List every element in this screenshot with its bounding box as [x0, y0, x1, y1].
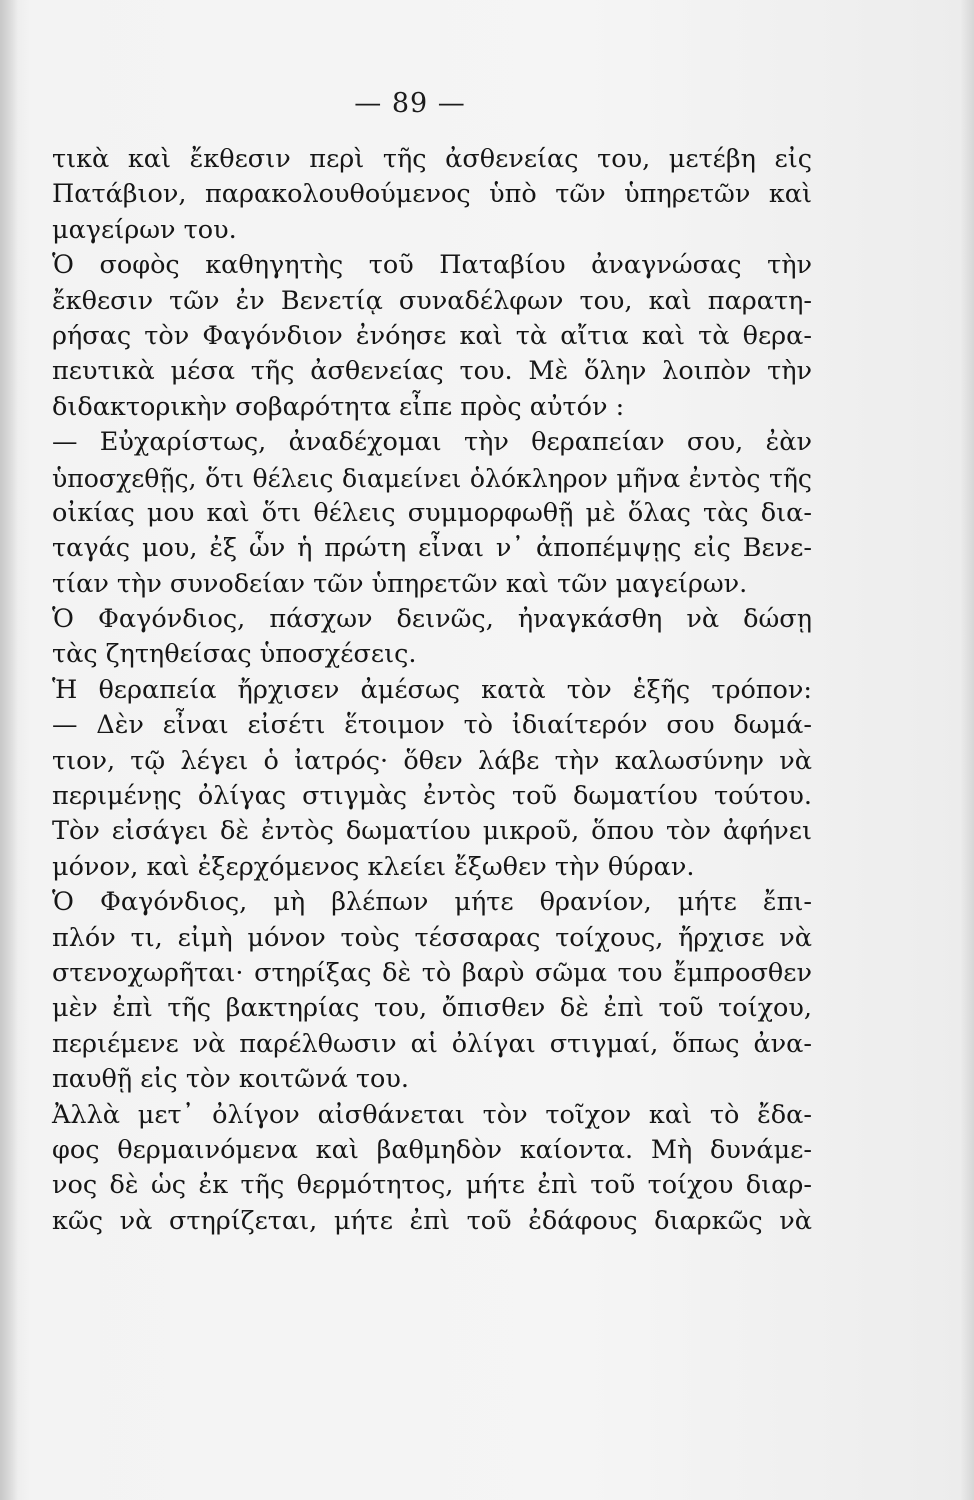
text-line: διδακτορικὴν σοβαρότητα εἶπε πρὸς αὐτόν :	[52, 391, 625, 422]
text-line: ὑποσχεθῇς, ὅτι θέλεις διαμείνει ὁλόκληρον μῆνα ἐντὸς τῆς	[52, 463, 812, 493]
spine-shadow	[0, 0, 18, 1500]
text-line: περιέμενε νὰ παρέλθωσιν αἱ ὀλίγαι στιγμαί, ὅπως ἀνα-	[52, 1028, 812, 1059]
text-line: φος θερμαινόμενα καὶ βαθμηδὸν καίοντα. Μὴ δυνάμε-	[52, 1134, 812, 1165]
text-line: ταγάς μου, ἐξ ὧν ἡ πρώτη εἶναι ν᾽ ἀποπέμψῃς εἰς Βενε-	[52, 533, 812, 564]
text-line: τὰς ζητηθείσας ὑποσχέσεις.	[52, 639, 417, 670]
text-line: ρήσας τὸν Φαγόνδιον ἐνόησε καὶ τὰ αἴτια καὶ τὰ θερα-	[52, 320, 812, 351]
text-line: κῶς νὰ στηρίζεται, μήτε ἐπὶ τοῦ ἐδάφους διαρκῶς νὰ	[52, 1205, 812, 1236]
text-line: μαγείρων του.	[52, 214, 237, 245]
text-line: Ὁ Φαγόνδιος, μὴ βλέπων μήτε θρανίον, μήτε ἔπι-	[52, 887, 812, 918]
text-line: τικὰ καὶ ἔκθεσιν περὶ τῆς ἀσθενείας του, μετέβη εἰς	[52, 144, 812, 174]
text-line: Ἡ θεραπεία ἤρχισεν ἀμέσως κατὰ τὸν ἑξῆς τρόπον:	[52, 674, 812, 705]
text-line: — Δὲν εἶναι εἰσέτι ἕτοιμον τὸ ἰδιαίτερόν σου δωμά-	[52, 710, 812, 741]
text-line: νος δὲ ὡς ἐκ τῆς θερμότητος, μήτε ἐπὶ τοῦ τοίχου διαρ-	[52, 1170, 812, 1201]
page-number: — 89 —	[354, 88, 466, 119]
text-line: Ὁ σοφὸς καθηγητὴς τοῦ Παταβίου ἀναγνώσας τὴν	[52, 250, 812, 281]
text-line: πευτικὰ μέσα τῆς ἀσθενείας του. Μὲ ὅλην λοιπὸν τὴν	[52, 356, 812, 387]
text-line: στενοχωρῆται· στηρίξας δὲ τὸ βαρὺ σῶμα του ἔμπροσθεν	[52, 957, 812, 988]
text-line: μὲν ἐπὶ τῆς βακτηρίας του, ὄπισθεν δὲ ἐπὶ τοῦ τοίχου,	[52, 993, 812, 1024]
body-text	[52, 142, 812, 1239]
page-edge-shadow	[960, 0, 974, 1500]
text-line: ἔκθεσιν τῶν ἐν Βενετίᾳ συναδέλφων του, καὶ παρατη-	[52, 285, 812, 316]
text-line: οἰκίας μου καὶ ὅτι θέλεις συμμορφωθῇ μὲ ὅλας τὰς δια-	[52, 497, 812, 528]
text-line: — Εὐχαρίστως, ἀναδέχομαι τὴν θεραπείαν σου, ἐὰν	[52, 427, 812, 458]
text-line: τίαν τὴν συνοδείαν τῶν ὑπηρετῶν καὶ τῶν μαγείρων.	[52, 568, 748, 599]
text-line: Ὁ Φαγόνδιος, πάσχων δεινῶς, ἠναγκάσθη νὰ δώσῃ	[52, 604, 812, 635]
text-line: Τὸν εἰσάγει δὲ ἐντὸς δωματίου μικροῦ, ὅπου τὸν ἀφήνει	[52, 816, 812, 847]
text-line: παυθῇ εἰς τὸν κοιτῶνά του.	[52, 1064, 409, 1095]
text-line: τιον, τῷ λέγει ὁ ἰατρός· ὅθεν λάβε τὴν καλωσύνην νὰ	[52, 745, 812, 776]
text-line: Ἀλλὰ μετ᾽ ὀλίγον αἰσθάνεται τὸν τοῖχον καὶ τὸ ἔδα-	[52, 1099, 812, 1130]
text-line: περιμένῃς ὀλίγας στιγμὰς ἐντὸς τοῦ δωματίου τούτου.	[52, 781, 812, 812]
text-line: Πατάβιον, παρακολουθούμενος ὑπὸ τῶν ὑπηρετῶν καὶ	[52, 179, 812, 210]
text-line: πλόν τι, εἰμὴ μόνον τοὺς τέσσαρας τοίχους, ἤρχισε νὰ	[52, 922, 812, 953]
text-line: μόνον, καὶ ἐξερχόμενος κλείει ἔξωθεν τὴν θύραν.	[52, 851, 695, 882]
